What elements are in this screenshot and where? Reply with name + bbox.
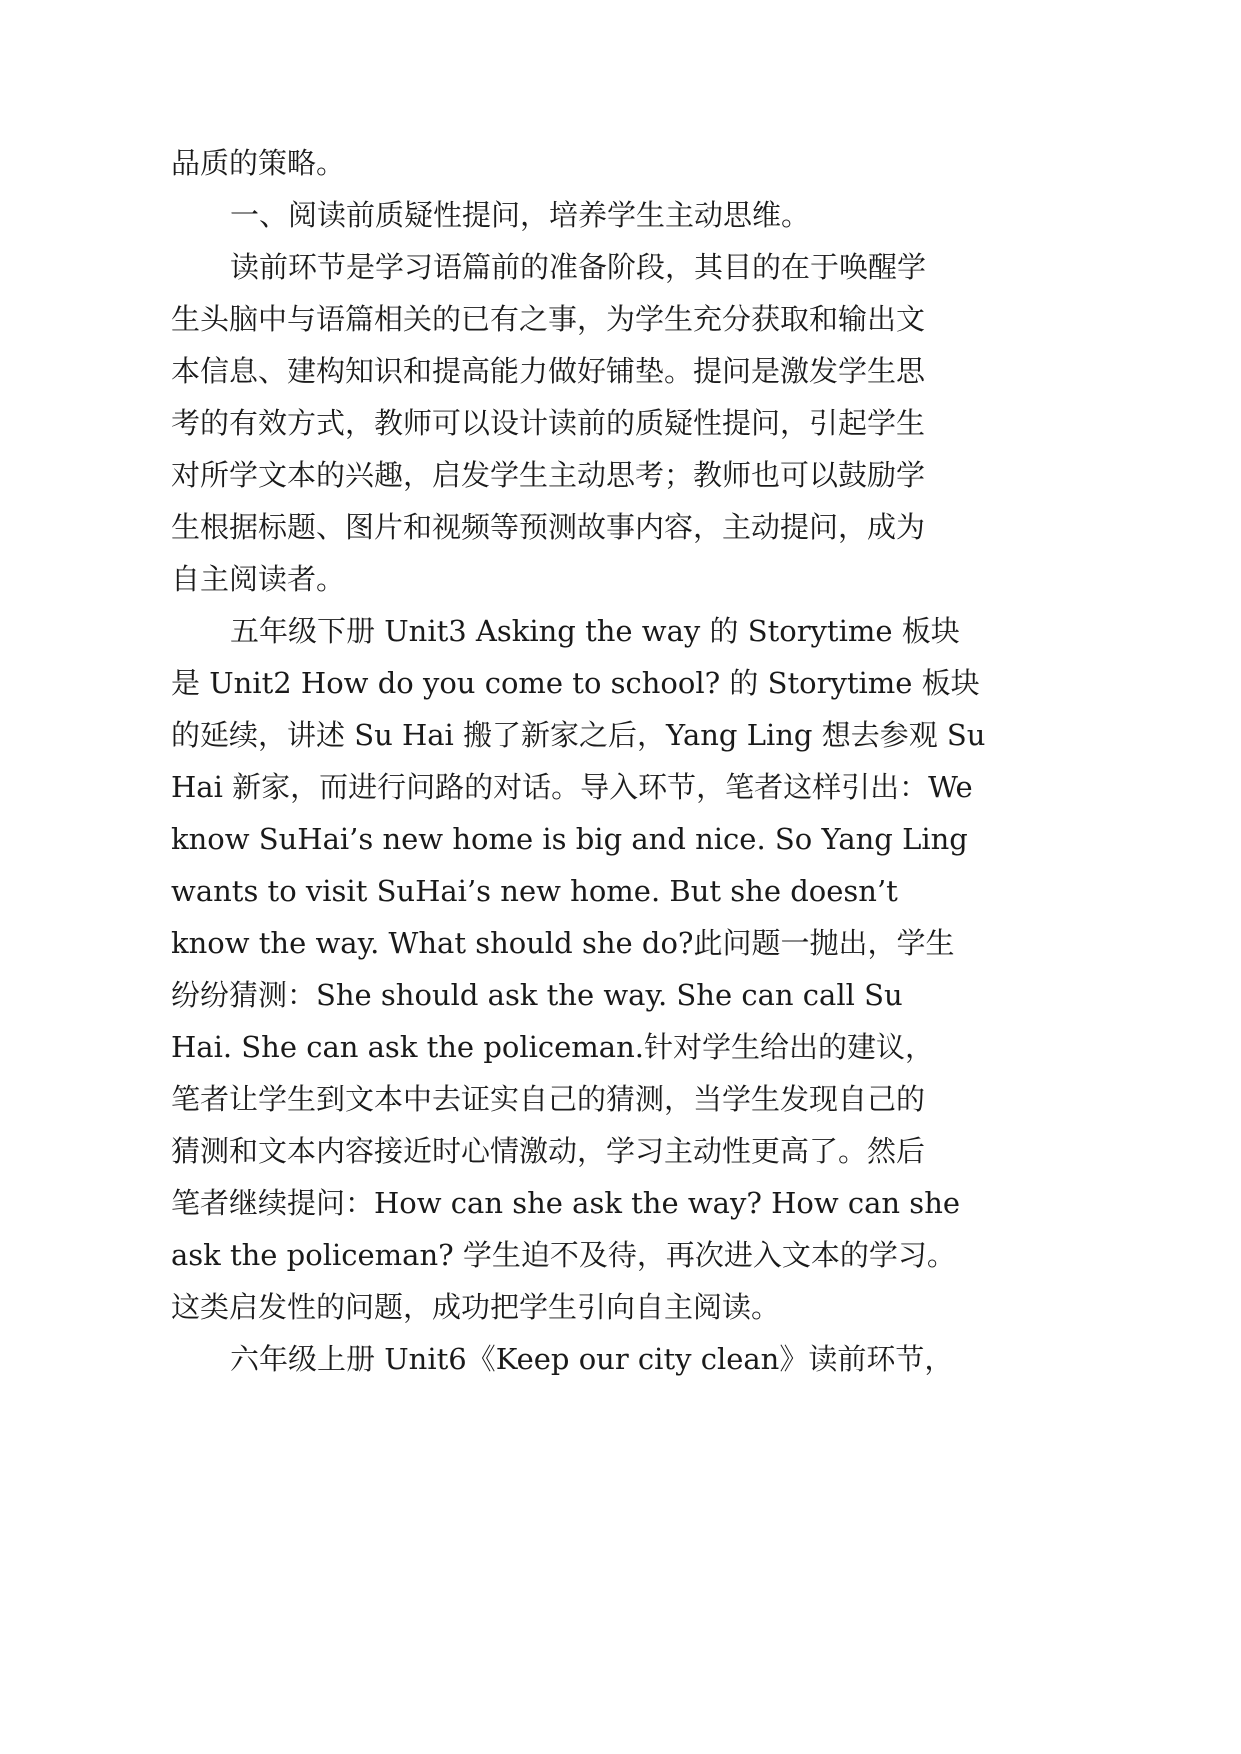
text-line: 的延续，讲述 Su Hai 搬了新家之后，Yang Ling 想去参观 Su: [171, 718, 986, 752]
text-line: Hai. She can ask the policeman.针对学生给出的建议，: [171, 1030, 934, 1064]
text-line: 五年级下册 Unit3 Asking the way 的 Storytime 板块: [230, 614, 960, 648]
text-line: know SuHai’s new home is big and nice. So Yang Ling: [171, 822, 968, 856]
text-line: 对所学文本的兴趣，启发学生主动思考；教师也可以鼓励学: [171, 458, 926, 492]
text-line: 是 Unit2 How do you come to school? 的 Storytime 板块: [171, 666, 980, 700]
text-line: 考的有效方式，教师可以设计读前的质疑性提问，引起学生: [171, 406, 926, 440]
text-line: 猜测和文本内容接近时心情激动，学习主动性更高了。然后: [171, 1134, 926, 1168]
text-line: 纷纷猜测：She should ask the way. She can call Su: [171, 978, 903, 1012]
text-line: 生根据标题、图片和视频等预测故事内容，主动提问，成为: [171, 510, 926, 544]
text-line: 品质的策略。: [171, 146, 346, 180]
text-line: Hai 新家，而进行问路的对话。导入环节，笔者这样引出：We: [171, 770, 973, 804]
text-line: ask the policeman? 学生迫不及待，再次进入文本的学习。: [171, 1238, 956, 1272]
text-line: 这类启发性的问题，成功把学生引向自主阅读。: [171, 1290, 781, 1324]
text-line: 六年级上册 Unit6《Keep our city clean》读前环节，: [230, 1342, 954, 1376]
text-line: know the way. What should she do?此问题一抛出，学生: [171, 926, 955, 960]
text-line: 笔者继续提问：How can she ask the way? How can she: [171, 1186, 961, 1220]
section-heading: 一、阅读前质疑性提问，培养学生主动思维。: [230, 198, 811, 232]
text-line: 生头脑中与语篇相关的已有之事，为学生充分获取和输出文: [171, 302, 926, 336]
text-line: 笔者让学生到文本中去证实自己的猜测，当学生发现自己的: [171, 1082, 926, 1116]
text-line: 自主阅读者。: [171, 562, 346, 596]
text-line: wants to visit SuHai’s new home. But she doesn’t: [171, 874, 898, 908]
text-line: 读前环节是学习语篇前的准备阶段，其目的在于唤醒学: [230, 250, 927, 284]
text-line: 本信息、建构知识和提高能力做好铺垫。提问是激发学生思: [171, 354, 926, 388]
